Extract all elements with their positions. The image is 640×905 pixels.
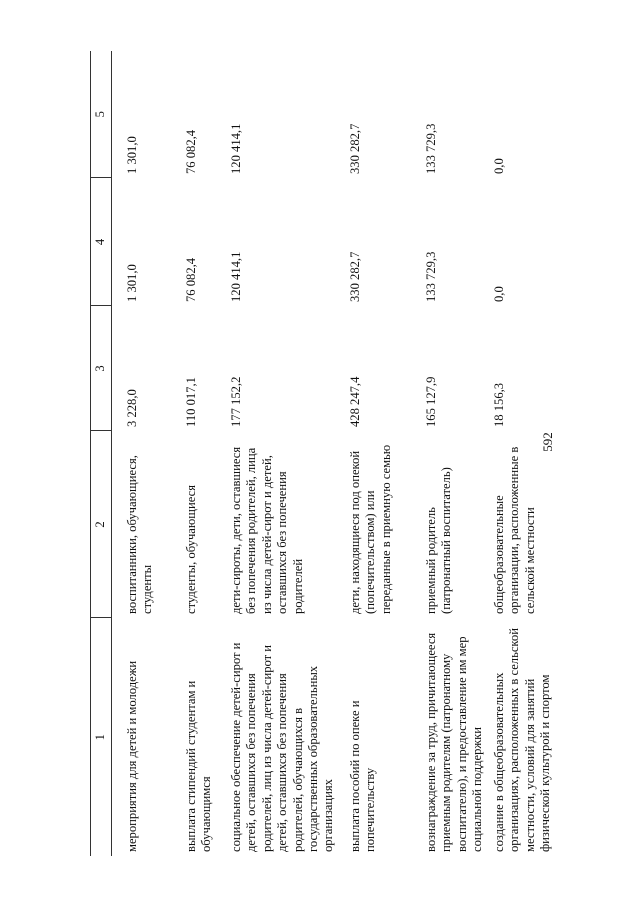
value-col4-cell: 1 301,0	[125, 264, 139, 302]
value-col5-cell: 0,0	[492, 158, 506, 174]
value-col3-cell: 165 127,9	[424, 376, 438, 427]
value-col4-cell: 330 282,7	[348, 251, 362, 302]
recipients-cell: общеобразовательные организации, расположенные в сельской местности	[492, 446, 537, 614]
header-cell-3: 3	[91, 306, 112, 431]
value-col5-cell: 330 282,7	[348, 123, 362, 174]
value-col4-cell: 120 414,1	[229, 251, 243, 302]
table-row	[112, 51, 172, 856]
activity-cell: мероприятия для детей и молодежи	[125, 660, 139, 852]
page-number: 592	[540, 432, 555, 452]
activity-cell: социальное обеспечение детей-сирот и детей, оставшихся без попечения родителей, лиц из числа детей-сирот и детей, оставшихся без попечения родителей, обучающихся в государственных образовательных организациях	[229, 642, 336, 852]
header-row	[91, 51, 112, 856]
recipients-cell: дети-сироты, дети, оставшиеся без попечения родителей, лица из числа детей-сирот и детей, оставшихся без попечения родителей	[229, 446, 305, 614]
table-row	[422, 51, 490, 856]
value-col5-cell: 1 301,0	[125, 136, 139, 174]
value-col3-cell: 18 156,3	[492, 382, 506, 427]
activity-cell: выплата пособий по опеке и попечительству	[348, 700, 378, 852]
table-row	[171, 51, 224, 856]
activity-cell: создание в общеобразовательных организациях, расположенных в сельской местности, условий для занятий физической культурой и спортом	[492, 628, 553, 852]
header-cell-4: 4	[91, 178, 112, 306]
value-col5-cell: 76 082,4	[184, 129, 198, 174]
recipients-cell: студенты, обучающиеся	[184, 484, 198, 614]
value-col5-cell: 133 729,3	[424, 123, 438, 174]
recipients-cell: приемный родитель (патронатный воспитатель)	[424, 467, 454, 614]
header-cell-2: 2	[91, 431, 112, 618]
header-cell-5: 5	[91, 51, 112, 178]
table-row	[490, 51, 554, 856]
value-col3-cell: 177 152,2	[229, 376, 243, 427]
budget-table	[90, 51, 554, 856]
activity-cell: вознаграждение за труд, причитающееся приемным родителям (патронатному воспитателю), и предоставление им мер социальной поддержки	[424, 632, 485, 852]
table-row	[346, 51, 422, 856]
activity-cell: выплата стипендий студентам и обучающимся	[184, 680, 214, 852]
table-row	[224, 51, 346, 856]
value-col4-cell: 76 082,4	[184, 257, 198, 302]
value-col5-cell: 120 414,1	[229, 123, 243, 174]
value-col3-cell: 110 017,1	[184, 377, 198, 427]
value-col4-cell: 0,0	[492, 286, 506, 302]
value-col3-cell: 3 228,0	[125, 389, 139, 427]
header-cell-1: 1	[91, 618, 112, 856]
table-body	[112, 51, 555, 856]
value-col4-cell: 133 729,3	[424, 251, 438, 302]
table-header	[91, 51, 112, 856]
recipients-cell: дети, находящиеся под опекой (попечительством) или переданные в приемную семью	[348, 444, 393, 614]
recipients-cell: воспитанники, обучающиеся, студенты	[125, 455, 155, 614]
value-col3-cell: 428 247,4	[348, 376, 362, 427]
